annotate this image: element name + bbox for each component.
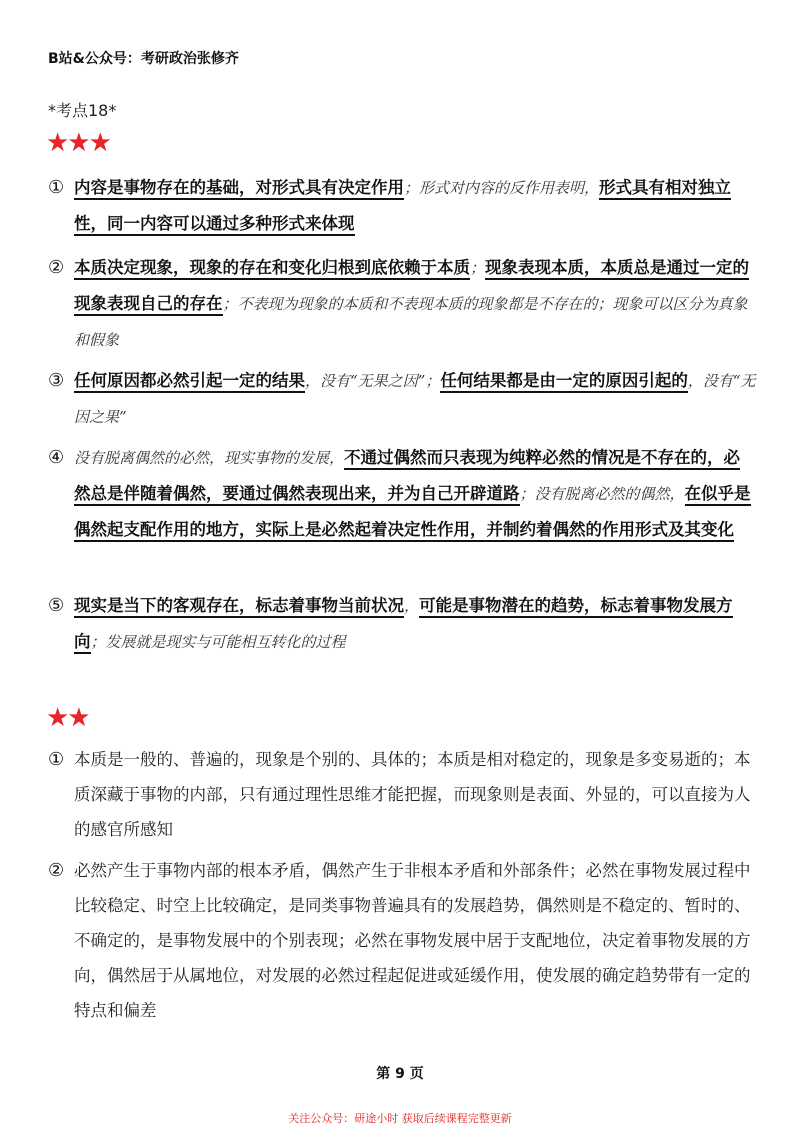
item-text (74, 853, 756, 1028)
handwritten-note: ； (470, 259, 486, 277)
item-number: ③ (48, 370, 65, 391)
item-text (74, 250, 756, 358)
s1-item-3 (48, 363, 756, 435)
key-point-text: 可能是事物潜在的趋势，标志着事物发展方向 (74, 596, 733, 654)
handwritten-note: ，没有“无果之因”； (305, 372, 441, 390)
handwritten-note: ；发展就是现实与可能相互转化的过程 (90, 633, 346, 651)
s2-item-1 (48, 742, 756, 847)
kaodian-label: *考点18* (48, 101, 117, 120)
key-point-text: 现实是当下的客观存在，标志着事物当前状况 (74, 596, 404, 618)
body-text: 必然产生于事物内部的根本矛盾，偶然产生于非根本矛盾和外部条件；必然在事物发展过程中比较稳定、时空上比较确定，是同类事物普遍具有的发展趋势，偶然则是不稳定的、暂时的、不确定的，是事物发展中的个别表现；必然在事物发展中居于支配地位，决定着事物发展的方向，偶然居于从属地位，对发展的必然过程起促进或延缓作用，使发展的确定趋势带有一定的特点和偏差 (74, 861, 751, 1020)
s1-item-2 (48, 250, 756, 358)
key-point-text: 现象表现本质，本质总是通过一定的现象表现自己的存在 (74, 258, 749, 316)
three-star-rating-icon: ★★★ (46, 128, 110, 158)
handwritten-note: ；不表现为现象的本质和不表现本质的现象都是不存在的；现象可以区分为真象和假象 (74, 295, 748, 349)
key-point-text: 本质决定现象，现象的存在和变化归根到底依赖于本质 (74, 258, 470, 280)
handwritten-note: ；没有脱离必然的偶然， (519, 485, 685, 503)
source-header: B站&公众号：考研政治张修齐 (48, 51, 239, 67)
item-number: ⑤ (48, 595, 65, 616)
key-point-text: 形式具有相对独立性，同一内容可以通过多种形式来体现 (74, 178, 731, 236)
item-number: ② (48, 860, 65, 881)
item-text (74, 363, 756, 435)
promo-text: 关注公众号：研途小时 获取后续课程完整更新 (288, 1112, 512, 1125)
handwritten-note: ，没有“无因之果” (74, 372, 756, 426)
item-number: ② (48, 257, 65, 278)
page-number: 第 9 页 (376, 1066, 424, 1082)
s1-item-1 (48, 170, 756, 241)
item-text (74, 588, 756, 660)
key-point-text: 任何原因都必然引起一定的结果 (74, 371, 305, 393)
item-text (74, 170, 756, 241)
s2-item-2 (48, 853, 756, 1028)
handwritten-note: 没有脱离偶然的必然，现实事物的发展， (74, 449, 345, 467)
key-point-text: 内容是事物存在的基础，对形式具有决定作用 (74, 178, 404, 200)
item-text (74, 440, 756, 547)
handwritten-note: ， (404, 597, 420, 615)
key-point-text: 在似乎是偶然起支配作用的地方，实际上是必然起着决定性作用，并制约着偶然的作用形式及其变化 (74, 484, 751, 542)
s1-item-4 (48, 440, 756, 547)
key-point-text: 不通过偶然而只表现为纯粹必然的情况是不存在的，必然总是伴随着偶然，要通过偶然表现出来，并为自己开辟道路 (74, 448, 740, 506)
two-star-rating-icon: ★★ (46, 703, 89, 733)
key-point-text: 任何结果都是由一定的原因引起的 (440, 371, 688, 393)
s1-item-5 (48, 588, 756, 660)
body-text: 本质是一般的、普遍的，现象是个别的、具体的；本质是相对稳定的，现象是多变易逝的；本质深藏于事物的内部，只有通过理性思维才能把握，而现象则是表面、外显的，可以直接为人的感官所感知 (74, 750, 751, 839)
item-text (74, 742, 756, 847)
item-number: ① (48, 749, 65, 770)
handwritten-note: ；形式对内容的反作用表明， (404, 179, 600, 197)
item-number: ① (48, 177, 65, 198)
item-number: ④ (48, 447, 65, 468)
